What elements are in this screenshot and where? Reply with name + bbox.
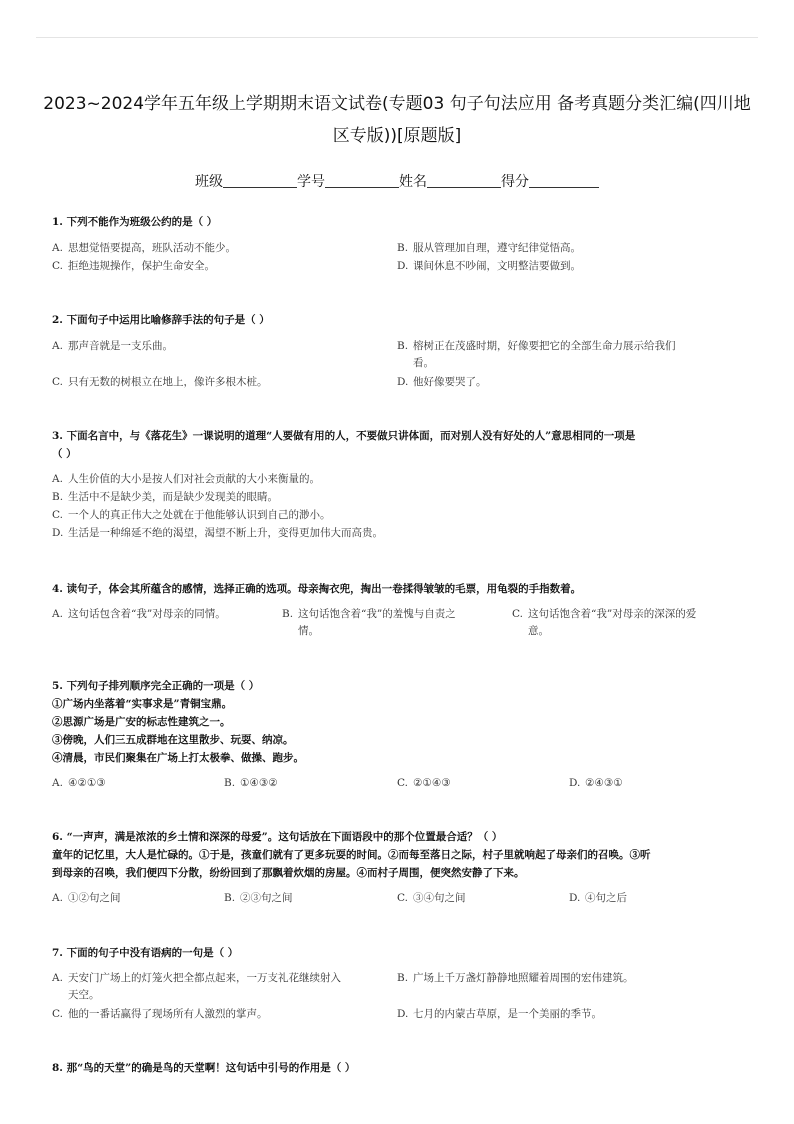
q7-option-d[interactable]: D. 七月的内蒙古草原，是一个美丽的季节。 [397, 1008, 602, 1020]
id-label: 学号 [297, 174, 325, 190]
name-blank[interactable] [427, 173, 501, 188]
question-3-stem-cont: （ ） [52, 448, 77, 460]
student-info-line [0, 171, 794, 191]
q6-option-d[interactable]: D. ④句之后 [569, 892, 627, 904]
q6-passage-line-2: 到母亲的召唤，我们便四下分散，纷纷回到了那飘着炊烟的房屋。④而村子周围，便突然安静了下来。 [52, 867, 525, 879]
q7-option-a[interactable]: A. 天安门广场上的灯笼火把全都点起来，一万支礼花继续射入 天空。 [52, 972, 341, 1001]
q3-option-b[interactable]: B. 生活中不是缺少美，而是缺少发现美的眼睛。 [52, 491, 278, 503]
q6-passage-line-1: 童年的记忆里，大人是忙碌的。①于是，孩童们就有了更多玩耍的时间。②而每至落日之际，村子里就响起了母亲们的召唤。③听 [52, 849, 651, 861]
score-label: 得分 [501, 174, 529, 190]
title-line-2: 区专版))[原题版] [332, 126, 462, 146]
q2-option-b[interactable]: B. 榕树正在茂盛时期，好像要把它的全部生命力展示给我们 看。 [397, 340, 676, 369]
page-title [40, 88, 754, 152]
q7-option-c[interactable]: C. 他的一番话赢得了现场所有人激烈的掌声。 [52, 1008, 268, 1020]
class-label: 班级 [195, 174, 223, 190]
top-divider [36, 37, 758, 38]
question-8-stem: 8. 那“鸟的天堂”的确是鸟的天堂啊！这句话中引号的作用是（ ） [52, 1062, 356, 1074]
q4-option-c[interactable]: C. 这句话饱含着“我”对母亲的深深的爱 意。 [512, 608, 697, 637]
q4-option-a[interactable]: A. 这句话包含着“我”对母亲的同情。 [52, 608, 226, 620]
q5-sentence-1: ①广场内坐落着“实事求是”青铜宝鼎。 [52, 698, 233, 710]
q2-option-a[interactable]: A. 那声音就是一支乐曲。 [52, 340, 173, 352]
q5-option-d[interactable]: D. ②④③① [569, 777, 623, 789]
q4-option-b[interactable]: B. 这句话饱含着“我”的羞愧与自责之 情。 [282, 608, 456, 637]
q6-option-b[interactable]: B. ②③句之间 [224, 892, 293, 904]
q1-option-c[interactable]: C. 拒绝违规操作，保护生命安全。 [52, 260, 215, 272]
q5-option-c[interactable]: C. ②①④③ [397, 777, 451, 789]
q6-option-a[interactable]: A. ①②句之间 [52, 892, 121, 904]
question-2-stem: 2. 下面句子中运用比喻修辞手法的句子是（ ） [52, 314, 270, 326]
q3-option-d[interactable]: D. 生活是一种绵延不绝的渴望，渴望不断上升，变得更加伟大而高贵。 [52, 527, 383, 539]
q6-option-c[interactable]: C. ③④句之间 [397, 892, 466, 904]
question-5-stem: 5. 下列句子排列顺序完全正确的一项是（ ） [52, 680, 260, 692]
q5-sentence-4: ④清晨，市民们聚集在广场上打太极拳、做操、跑步。 [52, 752, 304, 764]
id-blank[interactable] [325, 173, 399, 188]
q5-sentence-2: ②思源广场是广安的标志性建筑之一。 [52, 716, 231, 728]
score-blank[interactable] [529, 173, 599, 188]
q1-option-b[interactable]: B. 服从管理加自理，遵守纪律觉悟高。 [397, 242, 581, 254]
q5-sentence-3: ③傍晚，人们三五成群地在这里散步、玩耍、纳凉。 [52, 734, 294, 746]
q5-option-b[interactable]: B. ①④③② [224, 777, 278, 789]
q5-option-a[interactable]: A. ④②①③ [52, 777, 106, 789]
q3-option-a[interactable]: A. 人生价值的大小是按人们对社会贡献的大小来衡量的。 [52, 473, 320, 485]
q1-option-a[interactable]: A. 思想觉悟要提高，班队活动不能少。 [52, 242, 236, 254]
class-blank[interactable] [223, 173, 297, 188]
question-1-stem: 1. 下列不能作为班级公约的是（ ） [52, 216, 218, 228]
title-line-1: 2023~2024学年五年级上学期期末语文试卷(专题03 句子句法应用 备考真题分类汇编(四川地 [43, 94, 751, 114]
name-label: 姓名 [399, 174, 427, 190]
q3-option-c[interactable]: C. 一个人的真正伟大之处就在于他能够认识到自己的渺小。 [52, 509, 331, 521]
question-7-stem: 7. 下面的句子中没有语病的一句是（ ） [52, 947, 239, 959]
question-6-stem: 6. “一声声，满是浓浓的乡土情和深深的母爱”。这句话放在下面语段中的那个位置最合适？（ ） [52, 831, 503, 843]
question-3-stem: 3. 下面名言中，与《落花生》一课说明的道理“人要做有用的人，不要做只讲体面，而对别人没有好处的人”意思相同的一项是 [52, 430, 636, 442]
question-4-stem: 4. 读句子，体会其所蕴含的感情，选择正确的选项。母亲掏衣兜，掏出一卷揉得皱皱的毛票，用龟裂的手指数着。 [52, 583, 582, 595]
q7-option-b[interactable]: B. 广场上千万盏灯静静地照耀着周围的宏伟建筑。 [397, 972, 634, 984]
q1-option-d[interactable]: D. 课间休息不吵闹，文明整洁要做到。 [397, 260, 581, 272]
q2-option-c[interactable]: C. 只有无数的树根立在地上，像许多根木桩。 [52, 376, 268, 388]
q2-option-d[interactable]: D. 他好像要哭了。 [397, 376, 487, 388]
